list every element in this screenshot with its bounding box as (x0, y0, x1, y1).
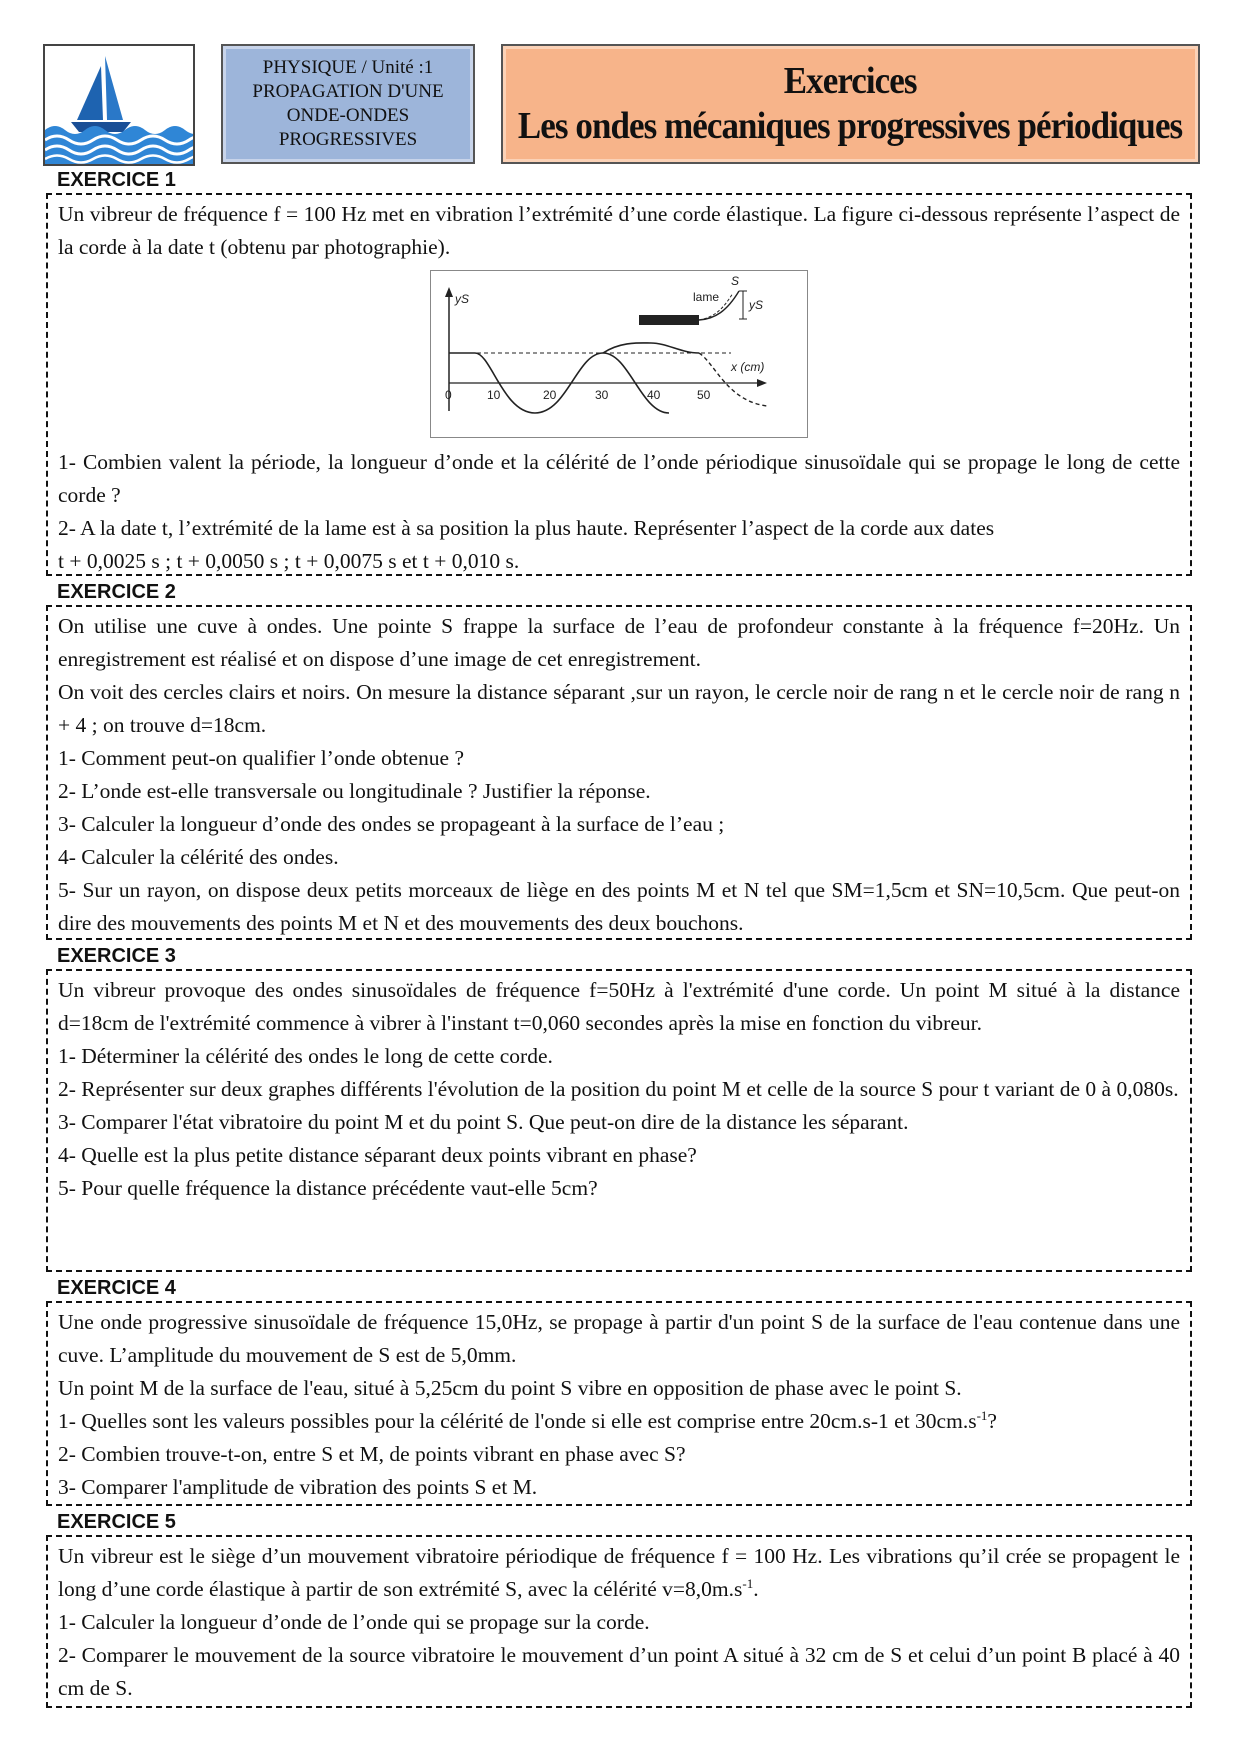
exercise-4-question (58, 1405, 1180, 1438)
ys-label: yS (749, 298, 764, 312)
s-label: S (731, 274, 740, 288)
exercise-3-question: 1- Déterminer la célérité des ondes le long de cette corde. (58, 1044, 553, 1068)
exercise-1-box (46, 193, 1192, 576)
exercise-3-question: 2- Représenter sur deux graphes différents l'évolution de la position du point M et celle de la source S pour t variant de 0 à 0,080s. (58, 1077, 1179, 1101)
exercise-5-box (46, 1535, 1192, 1708)
sailboat-on-waves-icon (43, 44, 195, 166)
exercise-2-label: EXERCICE 2 (57, 581, 176, 603)
tick-label: 50 (697, 388, 711, 402)
exercise-5-label: EXERCICE 5 (57, 1511, 176, 1533)
exercise-5-paragraph-text: Un vibreur est le siège d’un mouvement vibratoire périodique de fréquence f = 100 Hz. Les vibrations qu’il crée se propagent le long d’une corde élastique à partir de son extrémité S, avec la célérité v=8,0m.s (58, 1544, 1180, 1601)
tick-label: 10 (487, 388, 501, 402)
exercise-1-question-2: 2- A la date t, l’extrémité de la lame est à sa position la plus haute. Représenter l’aspect de la corde aux dates (58, 516, 995, 540)
tick-label: 40 (647, 388, 661, 402)
exercise-4-box (46, 1301, 1192, 1506)
exercise-3-label: EXERCICE 3 (57, 945, 176, 967)
exercise-4-paragraph: Une onde progressive sinusoïdale de fréquence 15,0Hz, se propage à partir d'un point S de la surface de l'eau contenue dans une cuve. L’amplitude du mouvement de S est de 5,0mm. (58, 1310, 1180, 1367)
exercise-4-label: EXERCICE 4 (57, 1277, 176, 1299)
subject-box (221, 44, 475, 164)
exercise-5-paragraph-end: . (753, 1577, 759, 1601)
subject-line: ONDE-ONDES (286, 105, 410, 126)
title-box (501, 44, 1200, 164)
string-snapshot-figure (430, 270, 808, 438)
exercise-4-question: 2- Combien trouve-t-on, entre S et M, de points vibrant en phase avec S? (58, 1442, 686, 1466)
exercise-1-intro: Un vibreur de fréquence f = 100 Hz met en vibration l’extrémité d’une corde élastique. La figure ci-dessous représente l’aspect de la corde à la date t (obtenu par photographie). (58, 202, 1180, 259)
subject-line: PROGRESSIVES (278, 129, 418, 150)
exercise-1-question-1: 1- Combien valent la période, la longueur d’onde et la célérité de l’onde périodique sinusoïdale qui se propage le long de cette corde ? (58, 450, 1180, 507)
subject-line: PHYSIQUE / Unité :1 (262, 57, 434, 78)
exercise-4-question: 3- Comparer l'amplitude de vibration des points S et M. (58, 1475, 538, 1499)
exercise-1-question-2-dates: t + 0,0025 s ; t + 0,0050 s ; t + 0,0075 s et t + 0,010 s. (58, 549, 520, 573)
exercise-2-paragraph: On voit des cercles clairs et noirs. On mesure la distance séparant ,sur un rayon, le cercle noir de rang n et le cercle noir de rang n + 4 ; on trouve d=18cm. (58, 680, 1180, 737)
exercise-5-paragraph-exponent: -1 (742, 1575, 754, 1591)
exercise-2-box (46, 605, 1192, 940)
exercise-2-question: 3- Calculer la longueur d’onde des ondes se propageant à la surface de l’eau ; (58, 812, 725, 836)
exercise-2-question: 2- L’onde est-elle transversale ou longitudinale ? Justifier la réponse. (58, 779, 651, 803)
exercise-3-question: 4- Quelle est la plus petite distance séparant deux points vibrant en phase? (58, 1143, 697, 1167)
tick-label: 30 (595, 388, 609, 402)
exercise-3-question: 3- Comparer l'état vibratoire du point M et du point S. Que peut-on dire de la distance les séparant. (58, 1110, 909, 1134)
exercise-2-paragraph: On utilise une cuve à ondes. Une pointe S frappe la surface de l’eau de profondeur constante à la fréquence f=20Hz. Un enregistrement est réalisé et on dispose d’une image de cet enregistrement. (58, 614, 1180, 671)
exercise-2-question: 1- Comment peut-on qualifier l’onde obtenue ? (58, 746, 464, 770)
page-header (43, 44, 1200, 164)
tick-label: 0 (445, 388, 452, 402)
exercise-1-label: EXERCICE 1 (57, 169, 176, 191)
exercise-4-question-1-end: ? (987, 1409, 997, 1433)
exercise-4-question-1-exponent: -1 (976, 1407, 988, 1423)
exercise-2-question: 4- Calculer la célérité des ondes. (58, 845, 339, 869)
subject-line: PROPAGATION D'UNE (252, 81, 444, 102)
lame-label: lame (693, 290, 720, 304)
exercise-5-question: 2- Comparer le mouvement de la source vibratoire le mouvement d’un point A situé à 32 cm de S et celui d’un point B placé à 40 cm de S. (58, 1643, 1180, 1700)
x-axis-label: x (cm) (731, 360, 765, 374)
exercise-5-paragraph (58, 1540, 1180, 1606)
exercise-4-paragraph: Un point M de la surface de l'eau, situé à 5,25cm du point S vibre en opposition de phase avec le point S. (58, 1376, 962, 1400)
tick-label: 20 (543, 388, 557, 402)
exercise-3-question: 5- Pour quelle fréquence la distance précédente vaut-elle 5cm? (58, 1176, 598, 1200)
exercise-3-box (46, 969, 1192, 1272)
exercise-2-question: 5- Sur un rayon, on dispose deux petits morceaux de liège en des points M et N tel que SM=1,5cm et SN=10,5cm. Que peut-on dire des mouvements des points M et N et des mouvements des deux bouchons. (58, 878, 1180, 935)
exercise-5-question: 1- Calculer la longueur d’onde de l’onde qui se propage sur la corde. (58, 1610, 650, 1634)
exercise-4-question-1-text: 1- Quelles sont les valeurs possibles pour la célérité de l'onde si elle est comprise entre 20cm.s-1 et 30cm.s (58, 1409, 977, 1433)
exercise-3-paragraph: Un vibreur provoque des ondes sinusoïdales de fréquence f=50Hz à l'extrémité d'une corde. Un point M situé à la distance d=18cm de l'extrémité commence à vibrer à l'instant t=0,060 secondes après la mise en fonction du vibreur. (58, 978, 1180, 1035)
page-subtitle: Les ondes mécaniques progressives périodiques (518, 105, 1183, 147)
y-axis-label: yS (455, 292, 470, 306)
page-title: Exercices (784, 60, 917, 102)
